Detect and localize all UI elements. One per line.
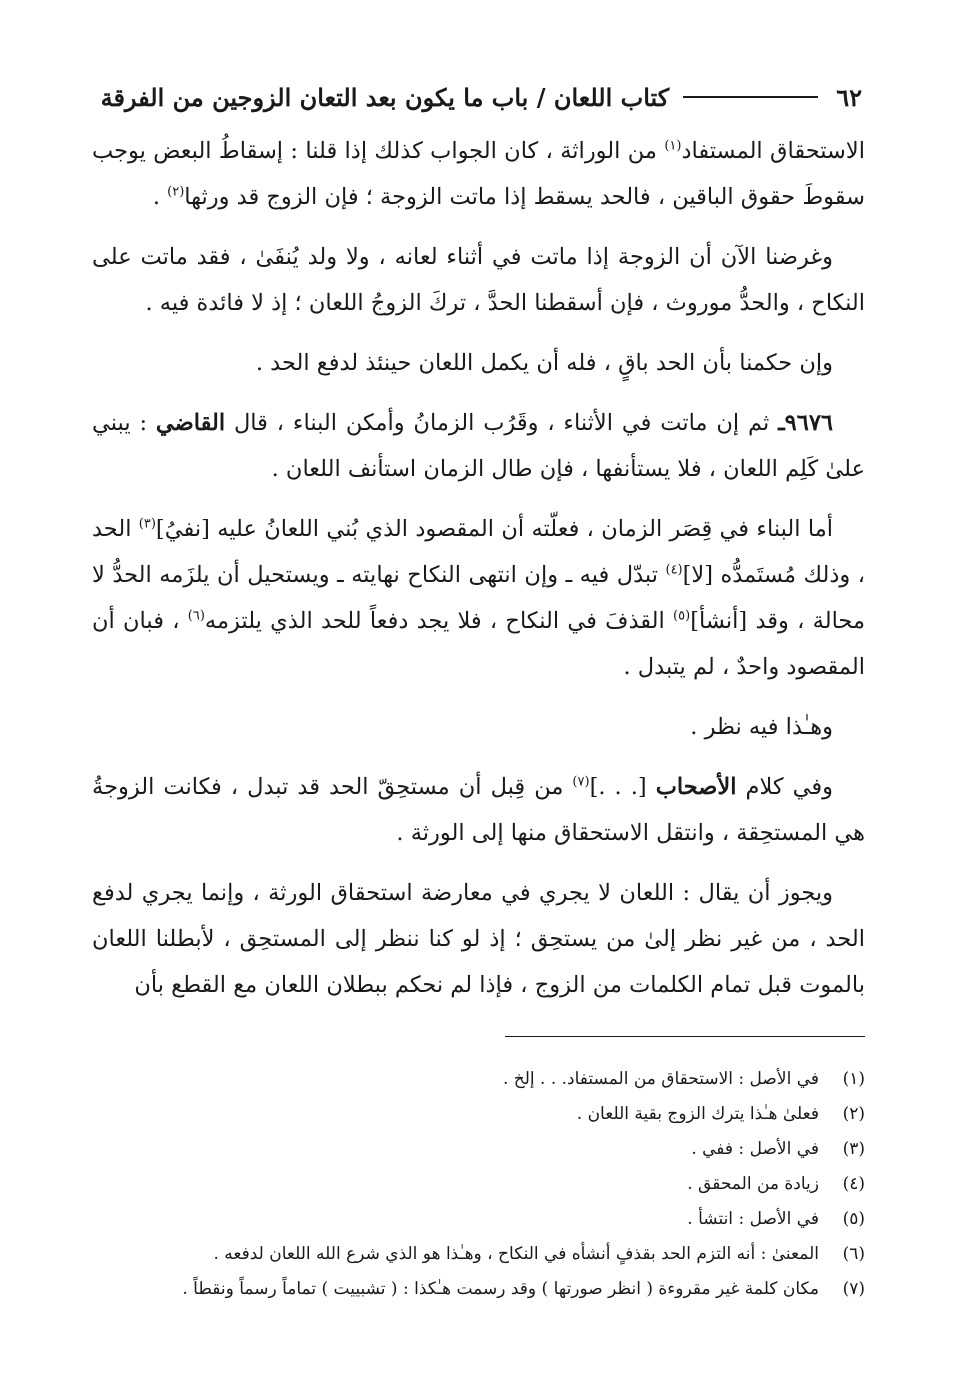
scholar-name: القاضي <box>155 410 226 436</box>
page-number: ٦٢ <box>836 82 862 112</box>
footnote-ref-6: (٦) <box>187 608 205 624</box>
issue-number: ٩٦٧٦ـ <box>778 410 833 436</box>
text-run: ، فبان أن المقصود واحدٌ ، لم يتبدل . <box>92 608 865 680</box>
footnote-number: (٧) <box>842 1279 865 1299</box>
footnote-item <box>92 1132 865 1167</box>
main-text <box>92 128 865 1008</box>
scholars-name: الأصحاب <box>655 774 737 800</box>
footnote-ref-7: (٧) <box>572 774 590 790</box>
footnote-item <box>92 1167 865 1202</box>
footnote-number: (٢) <box>842 1104 865 1124</box>
text-run: : يبني علىٰ كَلِم اللعان ، فلا يستأنفها ، فإن طال الزمان استأنف اللعان . <box>92 410 865 482</box>
paragraph-8: ويجوز أن يقال : اللعان لا يجري في معارضة استحقاق الورثة ، وإنما يجري لدفع الحد ، من غير نظر إلىٰ من يستحِق ؛ إذ لو كنا ننظر إلى المستحِق ، لأبطلنا اللعان بالموت قبل تمام الكلمات من الزوج ، فإذا لم نحكم ببطلان اللعان مع القطع بأن <box>92 880 865 998</box>
footnote-text: مكان كلمة غير مقروءة ( انظر صورتها ) وقد رسمت هـٰكذا : ( تشبييت ) تماماً رسماً ونقطاً . <box>182 1279 819 1299</box>
footnote-text: في الأصل : انتشأ . <box>687 1209 819 1229</box>
text-run: القذفَ في النكاح ، فلا يجد دفعاً للحد الذي يلتزمه <box>204 608 674 634</box>
footnote-number: (١) <box>842 1069 865 1089</box>
text-run: الاستحقاق المستفاد <box>681 138 865 164</box>
text-run: الحد ، وذلك مُستَمدُّه [لا] <box>92 516 865 588</box>
footnote-text: المعنىٰ : أنه التزم الحد بقذفٍ أنشأه في النكاح ، وهـٰذا هو الذي شرع الله اللعان لدفعه . <box>213 1244 819 1264</box>
text-run: من الوراثة ، كان الجواب كذلك إذا قلنا : إسقاطُ البعض يوجب سقوطَ حقوق الباقين ، فالحد يسقط إذا ماتت الزوجة ؛ فإن الزوج قد ورثها <box>92 138 865 210</box>
paragraph-5 <box>92 506 865 690</box>
text-run: أما البناء في قِصَر الزمان ، فعلّته أن المقصود الذي بُني اللعانُ عليه [نفيُ] <box>155 516 834 542</box>
footnote-text: في الأصل : الاستحقاق من المستفاد. . . إلخ . <box>502 1069 819 1089</box>
footnote-text: فعلىٰ هـٰذا يترك الزوج بقية اللعان . <box>576 1104 819 1124</box>
footnote-item <box>92 1097 865 1132</box>
footnote-number: (٤) <box>842 1174 865 1194</box>
footnote-number: (٦) <box>842 1244 865 1264</box>
footnote-separator <box>505 1036 865 1037</box>
footnote-ref-1: (١) <box>664 138 682 154</box>
paragraph-2: وغرضنا الآن أن الزوجة إذا ماتت في أثناء لعانه ، ولا ولد يُنفَىٰ ، فقد ماتت على النكاح ، والحدُّ موروث ، فإن أسقطنا الحدَّ ، تركَ الزوجُ اللعان ؛ إذ لا فائدة فيه . <box>92 244 865 316</box>
text-run: وفي كلام <box>736 774 834 800</box>
paragraph-4 <box>92 400 865 492</box>
paragraph-7 <box>92 764 865 856</box>
footnote-ref-3: (٣) <box>138 516 156 532</box>
footnote-ref-2: (٢) <box>167 184 185 200</box>
footnote-ref-5: (٥) <box>673 608 691 624</box>
text-run: . <box>152 184 168 210</box>
text-run: ثم إن ماتت في الأثناء ، وقَرُب الزمانُ وأمكن البناء ، قال <box>225 410 779 436</box>
footnote-item <box>92 1202 865 1237</box>
text-run: [. . .] <box>589 774 656 800</box>
footnote-text: زيادة من المحقق . <box>687 1174 819 1194</box>
text-run: تبدّل فيه ـ وإن انتهى النكاح نهايته ـ ويستحيل أن يلزَمه الحدُّ لا محالة ، وقد [أنشأ] <box>92 562 866 634</box>
footnote-number: (٣) <box>842 1139 865 1159</box>
footnote-item <box>92 1272 865 1307</box>
paragraph-1 <box>92 128 865 220</box>
footnote-item <box>92 1062 865 1097</box>
header-rule <box>683 96 818 98</box>
footnote-ref-4: (٤) <box>665 562 683 578</box>
footnote-text: في الأصل : ففي . <box>691 1139 819 1159</box>
paragraph-3: وإن حكمنا بأن الحد باقٍ ، فله أن يكمل اللعان حينئذ لدفع الحد . <box>255 350 833 376</box>
running-title: كتاب اللعان / باب ما يكون بعد التعان الزوجين من الفرقة <box>100 82 670 112</box>
paragraph-6: وهـٰذا فيه نظر . <box>690 714 833 740</box>
footnotes <box>92 1062 865 1307</box>
footnote-number: (٥) <box>842 1209 865 1229</box>
text-run: من قِبل أن مستحِقّ الحد قد تبدل ، فكانت الزوجةُ هي المستحِقة ، وانتقل الاستحقاق منها إلى الورثة . <box>92 774 865 846</box>
page-header <box>95 78 862 116</box>
footnote-item <box>92 1237 865 1272</box>
